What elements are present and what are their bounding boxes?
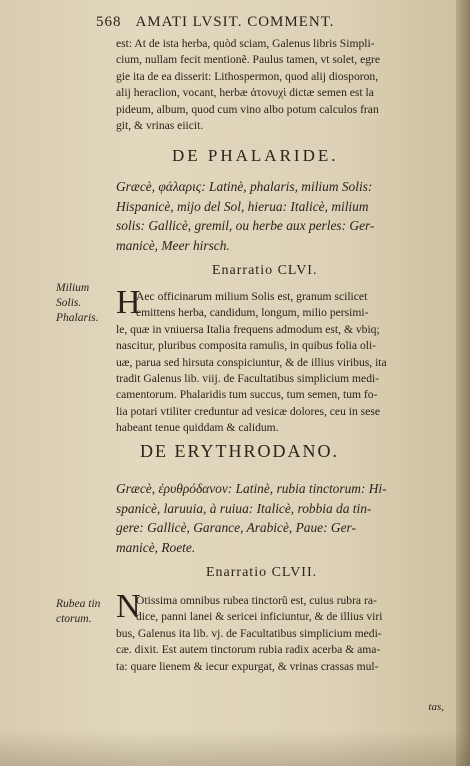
text-line: emittens herba, candidum, longum, milio persimi- (136, 306, 369, 320)
running-title: AMATI LVSIT. COMMENT. (135, 14, 335, 30)
section-heading-phalaride: DE PHALARIDE. (172, 146, 339, 165)
margin-line: Milium (56, 282, 90, 294)
names-line: Græcè, ἐρυθρόδανον: Latinè, rubia tinctorum: Hi- (116, 481, 387, 496)
names-line: manicè, Meer hirsch. (116, 237, 230, 253)
text-line: cæ. dixit. Est autem tinctorum rubia radix acerba & ama- (116, 643, 381, 657)
page-shadow (0, 730, 470, 766)
names-phalaride (116, 177, 456, 255)
text-line: uæ, parua sed hirsuta conspiciuntur, & de illius viribus, ita (116, 355, 387, 369)
text-line: nascitur, pluribus composita ramulis, in quibus folia oli- (116, 339, 377, 353)
names-line: solis: Gallicè, gremil, ou herbe aux perles: Ger- (116, 218, 375, 234)
text-line: le, quæ in vniuersa Italia frequens admodum est, & vbiq; (116, 322, 380, 336)
margin-line: Phalaris. (56, 312, 99, 324)
margin-note-rubea (56, 597, 100, 627)
page-number: 568 (96, 14, 122, 30)
body-paragraph-phalaride (116, 289, 450, 437)
section-heading-erythrodano: DE ERYTHRODANO. (140, 441, 339, 461)
body-paragraph-erythrodano (116, 593, 450, 675)
book-gutter (456, 0, 470, 766)
names-line: spanicè, laruuia, à ruiua: Italicè, robbia da tin- (116, 500, 372, 516)
text-line: lia potari vtiliter creduntur ad vesicæ dolores, ceu in sese (116, 404, 380, 418)
text-line: Aec officinarum milium Solis est, granum scilicet (136, 290, 368, 303)
margin-line: ctorum. (56, 613, 92, 625)
margin-line: Rubea tin (56, 598, 101, 610)
text-line: alij heraclion, vocant, herbæ ἀτονυχὶ dictæ semen est la (116, 86, 374, 100)
text-line: dice, panni lanei & sericei inficiuntur, & de illius viri (136, 610, 383, 624)
text-line: est: At de ista herba, quòd sciam, Galenus libris Simpli- (116, 37, 375, 50)
text-line: tradit Galenus lib. viij. de Facultatibus simplicium medi- (116, 372, 380, 386)
intro-paragraph (116, 36, 450, 134)
margin-line: Solis. (56, 297, 82, 309)
text-line: git, & vrinas eiicit. (116, 119, 204, 133)
names-line: Hispanicè, mijo del Sol, hierua: Italicè, milium (116, 198, 369, 214)
running-head (96, 14, 456, 31)
text-line: camentorum. Phalaridis tum succus, tum semen, tum fo- (116, 388, 378, 402)
names-line: Græcè, φάλαρις: Latinè, phalaris, milium Solis: (116, 179, 373, 194)
names-line: manicè, Roete. (116, 539, 196, 555)
text-line: ta: quare lienem & iecur expurgat, & vrinas crassas mul- (116, 659, 379, 673)
text-line: gie ita de ea disserit: Lithospermon, quod alij diosporon, (116, 69, 379, 83)
drop-initial: N (116, 588, 141, 625)
text-line: bus, Galenus ita lib. vj. de Facultatibus simplicium medi- (116, 626, 382, 640)
text-line: pideum, album, quod cum vino albo potum calculos fran (116, 102, 379, 116)
names-erythrodano (116, 479, 456, 557)
text-line: cium, nullam fecit mentionẽ. Paulus tamen, vt solet, egre (116, 53, 381, 67)
enarratio-heading: Enarratio CLVII. (206, 565, 318, 580)
margin-note-phalaris (56, 281, 99, 326)
drop-initial: H (116, 284, 141, 321)
text-line: Otissima omnibus rubea tinctorũ est, cuius rubra ra- (136, 594, 377, 607)
names-line: gere: Gallicè, Garance, Arabicè, Paue: Ger- (116, 520, 356, 536)
catchword: tas, (428, 701, 444, 713)
text-line: habeant tenue quiddam & calidum. (116, 421, 279, 435)
enarratio-heading: Enarratio CLVI. (212, 263, 318, 278)
